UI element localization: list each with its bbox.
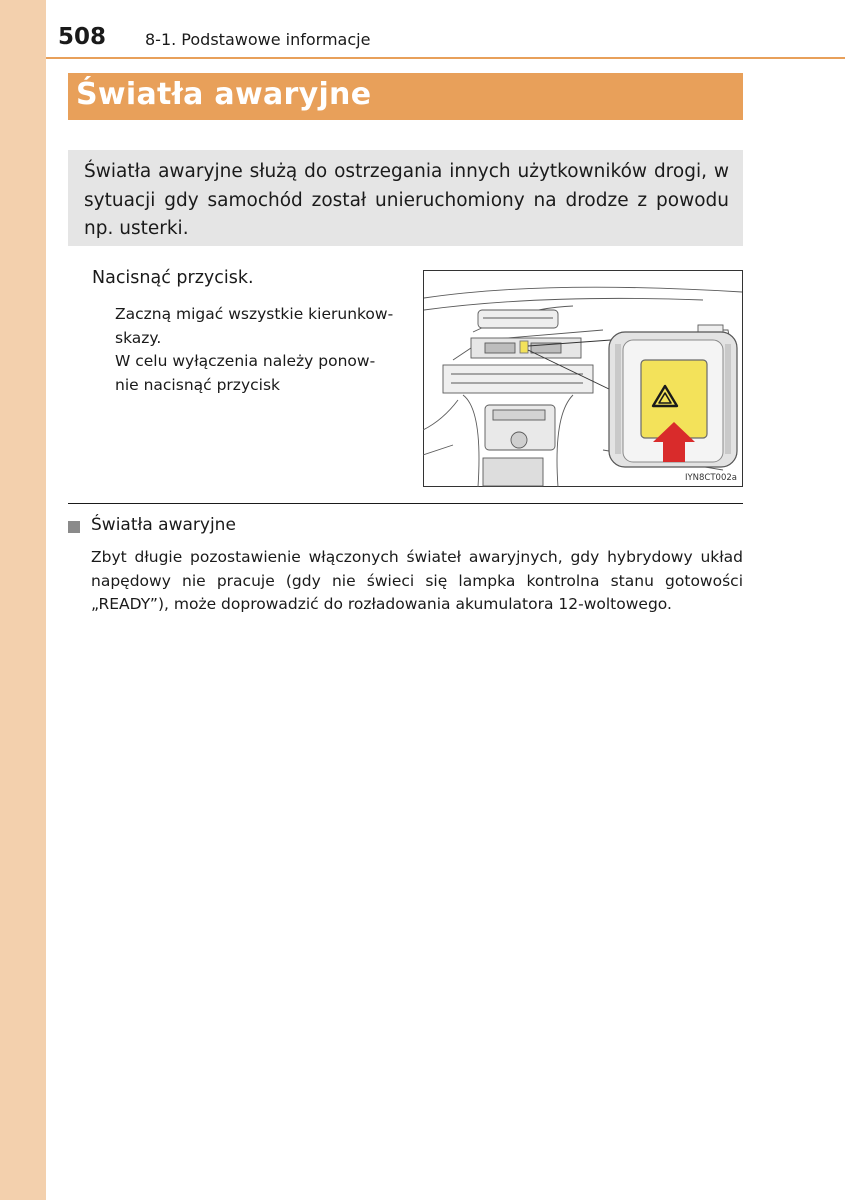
step-note-line: skazy. [115, 328, 162, 347]
figure-code: IYN8CT002a [684, 473, 737, 483]
step-note-line: W celu wyłączenia należy ponow- [115, 352, 376, 370]
page-edge-strip [0, 0, 46, 1200]
step-note-line: nie nacisnąć przycisk [115, 375, 280, 394]
intro-text: Światła awaryjne służą do ostrzegania innych użytkowników drogi, w sytuacji gdy samochód został unieruchomiony na drodze z powodu np. usterki. [84, 161, 729, 239]
step-note [115, 303, 415, 397]
dashboard-illustration [423, 270, 743, 487]
note-bullet-icon [68, 521, 80, 533]
header-rule [46, 57, 845, 59]
step-note-line: Zaczną migać wszystkie kierunkow- [115, 305, 394, 323]
hazard-button-zoom [609, 332, 737, 467]
intro-box [68, 150, 743, 246]
step-instruction: Nacisnąć przycisk. [92, 268, 254, 288]
note-heading: Światła awaryjne [91, 515, 236, 535]
page-number: 508 [58, 24, 107, 50]
section-title-bar [68, 73, 743, 120]
note-body: Zbyt długie pozostawienie włączonych świateł awaryjnych, gdy hybrydowy układ napędowy nie pracuje (gdy nie świeci się lampka kontrolna stanu gotowości „READY”), może doprowadzić do rozładowania akumulatora 12-woltowego. [91, 548, 743, 613]
section-rule [68, 503, 743, 504]
running-head: 8-1. Podstawowe informacje [145, 30, 371, 49]
section-title: Światła awaryjne [76, 77, 372, 112]
